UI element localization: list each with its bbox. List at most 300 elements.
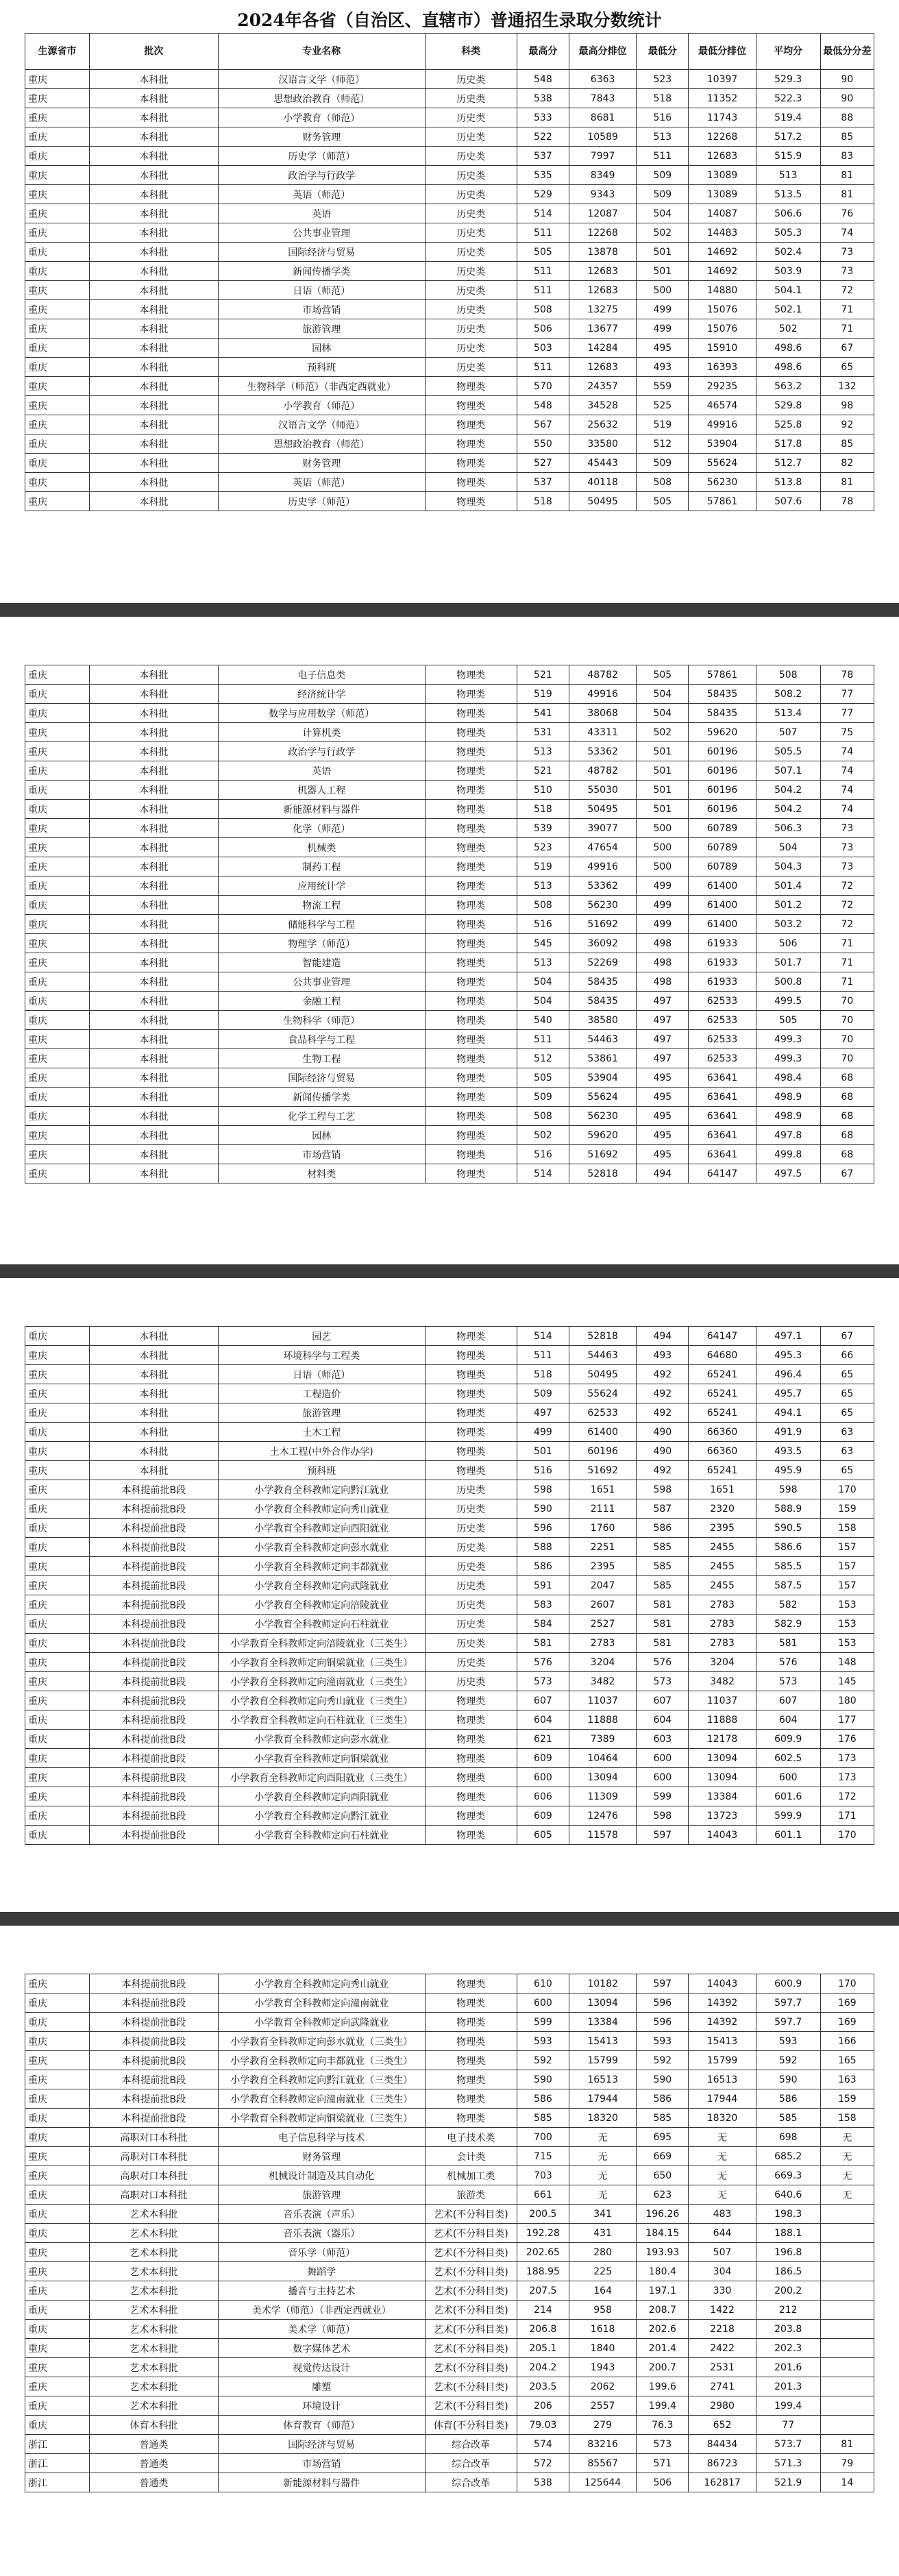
max-score-cell: 609	[517, 1806, 569, 1826]
major-cell: 国际经济与贸易	[218, 1068, 425, 1088]
min-score-cell: 180.4	[637, 2262, 689, 2281]
table-row	[25, 896, 874, 915]
min-score-cell: 498	[637, 953, 689, 972]
category-cell: 物理类	[425, 2089, 517, 2109]
table-row	[25, 992, 874, 1011]
province-cell: 重庆	[25, 2089, 90, 2109]
avg-score-cell: 508	[756, 665, 820, 685]
min-score-cell: 502	[637, 223, 689, 243]
max-score-cell: 521	[517, 665, 569, 685]
province-cell: 重庆	[25, 685, 90, 704]
min-score-cell: 492	[637, 1461, 689, 1480]
column-header: 批次	[89, 34, 218, 70]
province-cell: 重庆	[25, 1557, 90, 1576]
max-score-cell: 548	[517, 70, 569, 89]
avg-score-cell: 496.4	[756, 1365, 820, 1384]
max-rank-cell: 2062	[569, 2377, 636, 2396]
max-score-cell: 511	[517, 358, 569, 377]
category-cell: 物理类	[425, 1011, 517, 1030]
max-score-cell: 572	[517, 2454, 569, 2473]
min-score-cell: 193.93	[637, 2243, 689, 2262]
min-score-cell: 573	[637, 1672, 689, 1691]
min-score-cell: 494	[637, 1327, 689, 1346]
max-score-cell: 506	[517, 319, 569, 339]
major-cell: 英语	[218, 761, 425, 781]
score-gap-cell: 无	[820, 2166, 874, 2185]
min-score-cell: 499	[637, 915, 689, 934]
province-cell: 重庆	[25, 70, 90, 89]
score-gap-cell: 81	[820, 2435, 874, 2454]
province-cell: 重庆	[25, 166, 90, 185]
min-rank-cell: 56230	[689, 473, 756, 492]
category-cell: 物理类	[425, 2032, 517, 2051]
province-cell: 重庆	[25, 2109, 90, 2128]
max-rank-cell: 36092	[569, 934, 636, 953]
province-cell: 重庆	[25, 262, 90, 281]
major-cell: 历史学（师范）	[218, 492, 425, 511]
category-cell: 历史类	[425, 1615, 517, 1634]
max-score-cell: 205.1	[517, 2339, 569, 2358]
avg-score-cell: 600.9	[756, 1974, 820, 1994]
min-score-cell: 200.7	[637, 2358, 689, 2377]
avg-score-cell: 607	[756, 1691, 820, 1710]
province-cell: 重庆	[25, 1691, 90, 1710]
category-cell: 体育(不分科目类)	[425, 2416, 517, 2435]
min-score-cell: 199.6	[637, 2377, 689, 2396]
min-score-cell: 495	[637, 1107, 689, 1126]
min-rank-cell: 61400	[689, 896, 756, 915]
column-header: 平均分	[756, 34, 820, 70]
min-rank-cell: 无	[689, 2185, 756, 2205]
province-cell: 重庆	[25, 723, 90, 742]
score-gap-cell: 72	[820, 281, 874, 300]
major-cell: 计算机类	[218, 723, 425, 742]
avg-score-cell: 513	[756, 166, 820, 185]
score-gap-cell: 157	[820, 1557, 874, 1576]
major-cell: 化学（师范）	[218, 819, 425, 838]
min-rank-cell: 1651	[689, 1480, 756, 1499]
table-row	[25, 2320, 874, 2339]
score-gap-cell: 71	[820, 300, 874, 319]
table-row	[25, 185, 874, 204]
score-gap-cell: 74	[820, 223, 874, 243]
table-row	[25, 127, 874, 147]
avg-score-cell: 529.8	[756, 396, 820, 415]
province-cell: 重庆	[25, 319, 90, 339]
max-rank-cell: 958	[569, 2301, 636, 2320]
max-score-cell: 600	[517, 1768, 569, 1787]
province-cell: 重庆	[25, 1365, 90, 1384]
min-rank-cell: 53904	[689, 434, 756, 454]
table-row	[25, 1595, 874, 1615]
min-score-cell: 196.26	[637, 2205, 689, 2224]
table-row	[25, 1346, 874, 1365]
score-gap-cell: 81	[820, 185, 874, 204]
min-score-cell: 585	[637, 2109, 689, 2128]
max-rank-cell: 15413	[569, 2032, 636, 2051]
table-row	[25, 1730, 874, 1749]
major-cell: 汉语言文学（师范）	[218, 415, 425, 434]
table-row	[25, 1768, 874, 1787]
max-score-cell: 703	[517, 2166, 569, 2185]
province-cell: 重庆	[25, 1730, 90, 1749]
min-score-cell: 607	[637, 1691, 689, 1710]
score-gap-cell: 85	[820, 434, 874, 454]
max-rank-cell: 6363	[569, 70, 636, 89]
batch-cell: 本科批	[89, 1088, 218, 1107]
min-rank-cell: 3204	[689, 1653, 756, 1672]
min-score-cell: 499	[637, 896, 689, 915]
category-cell: 综合改革	[425, 2435, 517, 2454]
min-score-cell: 499	[637, 319, 689, 339]
score-gap-cell: 153	[820, 1634, 874, 1653]
category-cell: 物理类	[425, 761, 517, 781]
table-row	[25, 2013, 874, 2032]
min-rank-cell: 2320	[689, 1499, 756, 1519]
max-score-cell: 509	[517, 1088, 569, 1107]
min-score-cell: 498	[637, 934, 689, 953]
min-rank-cell: 62533	[689, 992, 756, 1011]
province-cell: 重庆	[25, 185, 90, 204]
max-score-cell: 548	[517, 396, 569, 415]
major-cell: 英语（师范）	[218, 473, 425, 492]
min-score-cell: 501	[637, 761, 689, 781]
min-score-cell: 586	[637, 1519, 689, 1538]
avg-score-cell: 198.3	[756, 2205, 820, 2224]
table-row	[25, 1653, 874, 1672]
province-cell: 重庆	[25, 2051, 90, 2070]
score-gap-cell: 176	[820, 1730, 874, 1749]
major-cell: 音乐表演（声乐）	[218, 2205, 425, 2224]
max-rank-cell: 8349	[569, 166, 636, 185]
score-gap-cell: 77	[820, 685, 874, 704]
major-cell: 小学教育全科教师定向酉阳就业	[218, 1787, 425, 1806]
table-row	[25, 1365, 874, 1384]
max-rank-cell: 无	[569, 2166, 636, 2185]
min-rank-cell: 65241	[689, 1365, 756, 1384]
avg-score-cell: 188.1	[756, 2224, 820, 2243]
category-cell: 物理类	[425, 434, 517, 454]
major-cell: 土木工程(中外合作办学)	[218, 1442, 425, 1461]
category-cell: 电子技术类	[425, 2128, 517, 2147]
batch-cell: 艺术本科批	[89, 2396, 218, 2416]
table-row	[25, 1519, 874, 1538]
max-score-cell: 505	[517, 1068, 569, 1088]
province-cell: 重庆	[25, 2396, 90, 2416]
max-rank-cell: 164	[569, 2281, 636, 2301]
category-cell: 综合改革	[425, 2473, 517, 2492]
max-rank-cell: 61400	[569, 1423, 636, 1442]
avg-score-cell: 495.9	[756, 1461, 820, 1480]
max-score-cell: 567	[517, 415, 569, 434]
category-cell: 物理类	[425, 1710, 517, 1730]
min-score-cell: 585	[637, 1557, 689, 1576]
max-score-cell: 214	[517, 2301, 569, 2320]
avg-score-cell: 604	[756, 1710, 820, 1730]
major-cell: 小学教育（师范）	[218, 108, 425, 127]
avg-score-cell: 587.5	[756, 1576, 820, 1595]
max-rank-cell: 7389	[569, 1730, 636, 1749]
table-row	[25, 2089, 874, 2109]
major-cell: 市场营销	[218, 1145, 425, 1164]
batch-cell: 本科批	[89, 915, 218, 934]
batch-cell: 本科提前批B段	[89, 1768, 218, 1787]
max-score-cell: 605	[517, 1826, 569, 1845]
batch-cell: 艺术本科批	[89, 2358, 218, 2377]
min-rank-cell: 60789	[689, 819, 756, 838]
province-cell: 重庆	[25, 2166, 90, 2185]
batch-cell: 本科提前批B段	[89, 1499, 218, 1519]
score-gap-cell: 73	[820, 243, 874, 262]
avg-score-cell: 503.2	[756, 915, 820, 934]
min-rank-cell: 304	[689, 2262, 756, 2281]
category-cell: 物理类	[425, 2070, 517, 2089]
batch-cell: 本科批	[89, 1327, 218, 1346]
max-score-cell: 508	[517, 1107, 569, 1126]
score-gap-cell: 81	[820, 473, 874, 492]
batch-cell: 本科提前批B段	[89, 1538, 218, 1557]
score-gap-cell	[820, 2377, 874, 2396]
batch-cell: 本科提前批B段	[89, 2109, 218, 2128]
min-score-cell: 501	[637, 781, 689, 800]
max-rank-cell: 7843	[569, 89, 636, 108]
major-cell: 英语	[218, 204, 425, 223]
max-rank-cell: 125644	[569, 2473, 636, 2492]
province-cell: 重庆	[25, 665, 90, 685]
max-score-cell: 203.5	[517, 2377, 569, 2396]
min-rank-cell: 2783	[689, 1595, 756, 1615]
max-score-cell: 509	[517, 1384, 569, 1403]
score-gap-cell: 67	[820, 1327, 874, 1346]
min-rank-cell: 14692	[689, 243, 756, 262]
score-gap-cell	[820, 2243, 874, 2262]
major-cell: 政治学与行政学	[218, 166, 425, 185]
avg-score-cell: 563.2	[756, 377, 820, 396]
batch-cell: 本科批	[89, 742, 218, 761]
major-cell: 公共事业管理	[218, 223, 425, 243]
avg-score-cell: 199.4	[756, 2396, 820, 2416]
batch-cell: 本科批	[89, 665, 218, 685]
max-rank-cell: 18320	[569, 2109, 636, 2128]
avg-score-cell: 505.5	[756, 742, 820, 761]
page-sheet-2	[25, 665, 874, 1183]
score-gap-cell: 132	[820, 377, 874, 396]
table-row	[25, 166, 874, 185]
major-cell: 数字媒体艺术	[218, 2339, 425, 2358]
table-row	[25, 1634, 874, 1653]
batch-cell: 本科提前批B段	[89, 1519, 218, 1538]
major-cell: 小学教育全科教师定向酉阳就业（三类生）	[218, 1768, 425, 1787]
category-cell: 历史类	[425, 1557, 517, 1576]
score-gap-cell	[820, 2301, 874, 2320]
table-row	[25, 89, 874, 108]
category-cell: 物理类	[425, 1164, 517, 1183]
batch-cell: 本科批	[89, 281, 218, 300]
min-rank-cell: 58435	[689, 704, 756, 723]
batch-cell: 本科批	[89, 358, 218, 377]
major-cell: 小学教育全科教师定向秀山就业	[218, 1974, 425, 1994]
batch-cell: 本科提前批B段	[89, 2032, 218, 2051]
score-gap-cell: 170	[820, 1826, 874, 1845]
max-score-cell: 596	[517, 1519, 569, 1538]
min-score-cell: 525	[637, 396, 689, 415]
batch-cell: 本科批	[89, 1030, 218, 1049]
avg-score-cell: 504.3	[756, 857, 820, 876]
min-score-cell: 199.4	[637, 2396, 689, 2416]
batch-cell: 高职对口本科批	[89, 2166, 218, 2185]
major-cell: 视觉传达设计	[218, 2358, 425, 2377]
max-score-cell: 514	[517, 204, 569, 223]
table-row	[25, 377, 874, 396]
avg-score-cell: 497.1	[756, 1327, 820, 1346]
max-rank-cell: 51692	[569, 915, 636, 934]
batch-cell: 本科批	[89, 972, 218, 992]
min-score-cell: 623	[637, 2185, 689, 2205]
max-score-cell: 533	[517, 108, 569, 127]
table-row	[25, 1164, 874, 1183]
province-cell: 浙江	[25, 2473, 90, 2492]
province-cell: 重庆	[25, 1030, 90, 1049]
max-score-cell: 499	[517, 1423, 569, 1442]
score-gap-cell: 14	[820, 2473, 874, 2492]
avg-score-cell: 585	[756, 2109, 820, 2128]
major-cell: 新闻传播学类	[218, 1088, 425, 1107]
max-rank-cell: 3204	[569, 1653, 636, 1672]
column-header: 最低分排位	[689, 34, 756, 70]
max-score-cell: 511	[517, 1346, 569, 1365]
max-score-cell: 519	[517, 857, 569, 876]
category-cell: 艺术(不分科目类)	[425, 2262, 517, 2281]
max-rank-cell: 52818	[569, 1164, 636, 1183]
category-cell: 会计类	[425, 2147, 517, 2166]
score-gap-cell: 63	[820, 1442, 874, 1461]
category-cell: 物理类	[425, 1030, 517, 1049]
major-cell: 体育教育（师范）	[218, 2416, 425, 2435]
major-cell: 国际经济与贸易	[218, 243, 425, 262]
max-score-cell: 584	[517, 1615, 569, 1634]
major-cell: 土木工程	[218, 1423, 425, 1442]
avg-score-cell: 573	[756, 1672, 820, 1691]
category-cell: 历史类	[425, 89, 517, 108]
major-cell: 小学教育全科教师定向武隆就业	[218, 2013, 425, 2032]
min-rank-cell: 57861	[689, 665, 756, 685]
category-cell: 历史类	[425, 185, 517, 204]
major-cell: 小学教育全科教师定向石柱就业	[218, 1826, 425, 1845]
batch-cell: 本科提前批B段	[89, 1994, 218, 2013]
avg-score-cell: 513.5	[756, 185, 820, 204]
min-score-cell: 596	[637, 2013, 689, 2032]
min-score-cell: 597	[637, 1974, 689, 1994]
page-sheet-4	[25, 1974, 874, 2492]
max-rank-cell: 47654	[569, 838, 636, 857]
max-rank-cell: 48782	[569, 761, 636, 781]
max-rank-cell: 无	[569, 2185, 636, 2205]
min-score-cell: 650	[637, 2166, 689, 2185]
province-cell: 重庆	[25, 2377, 90, 2396]
batch-cell: 本科批	[89, 185, 218, 204]
min-score-cell: 585	[637, 1576, 689, 1595]
table-row	[25, 147, 874, 166]
category-cell: 物理类	[425, 1768, 517, 1787]
max-score-cell: 590	[517, 1499, 569, 1519]
max-rank-cell: 3482	[569, 1672, 636, 1691]
max-rank-cell: 85567	[569, 2454, 636, 2473]
max-score-cell: 511	[517, 281, 569, 300]
max-score-cell: 522	[517, 127, 569, 147]
min-score-cell: 208.7	[637, 2301, 689, 2320]
province-cell: 重庆	[25, 1519, 90, 1538]
max-rank-cell: 24357	[569, 377, 636, 396]
min-score-cell: 500	[637, 857, 689, 876]
min-rank-cell: 12683	[689, 147, 756, 166]
score-gap-cell: 73	[820, 838, 874, 857]
min-score-cell: 586	[637, 2089, 689, 2109]
category-cell: 物理类	[425, 934, 517, 953]
table-row	[25, 2281, 874, 2301]
score-gap-cell: 78	[820, 492, 874, 511]
max-score-cell: 621	[517, 1730, 569, 1749]
table-row	[25, 665, 874, 685]
province-cell: 重庆	[25, 2032, 90, 2051]
min-score-cell: 581	[637, 1595, 689, 1615]
category-cell: 艺术(不分科目类)	[425, 2205, 517, 2224]
max-rank-cell: 60196	[569, 1442, 636, 1461]
table-row	[25, 70, 874, 89]
max-rank-cell: 51692	[569, 1461, 636, 1480]
max-score-cell: 207.5	[517, 2281, 569, 2301]
max-rank-cell: 45443	[569, 454, 636, 473]
min-score-cell: 511	[637, 147, 689, 166]
batch-cell: 本科批	[89, 396, 218, 415]
min-rank-cell: 62533	[689, 1011, 756, 1030]
avg-score-cell: 505	[756, 1011, 820, 1030]
score-gap-cell: 70	[820, 1030, 874, 1049]
major-cell: 旅游管理	[218, 319, 425, 339]
min-score-cell: 497	[637, 1049, 689, 1068]
batch-cell: 本科批	[89, 108, 218, 127]
max-score-cell: 604	[517, 1710, 569, 1730]
min-score-cell: 490	[637, 1423, 689, 1442]
category-cell: 物理类	[425, 1384, 517, 1403]
category-cell: 物理类	[425, 742, 517, 761]
max-score-cell: 545	[517, 934, 569, 953]
table-row	[25, 972, 874, 992]
score-gap-cell: 72	[820, 896, 874, 915]
category-cell: 物理类	[425, 838, 517, 857]
page-sheet-3	[25, 1326, 874, 1845]
category-cell: 物理类	[425, 377, 517, 396]
score-gap-cell: 158	[820, 1519, 874, 1538]
province-cell: 浙江	[25, 2454, 90, 2473]
major-cell: 政治学与行政学	[218, 742, 425, 761]
category-cell: 历史类	[425, 166, 517, 185]
table-row	[25, 1499, 874, 1519]
province-cell: 重庆	[25, 434, 90, 454]
batch-cell: 本科批	[89, 838, 218, 857]
category-cell: 艺术(不分科目类)	[425, 2301, 517, 2320]
score-gap-cell	[820, 2205, 874, 2224]
min-rank-cell: 15799	[689, 2051, 756, 2070]
table-row	[25, 685, 874, 704]
major-cell: 环境设计	[218, 2396, 425, 2416]
min-rank-cell: 14880	[689, 281, 756, 300]
max-rank-cell: 50495	[569, 800, 636, 819]
major-cell: 美术学（师范）	[218, 2320, 425, 2339]
max-rank-cell: 1651	[569, 1480, 636, 1499]
min-rank-cell: 61933	[689, 953, 756, 972]
avg-score-cell: 491.9	[756, 1423, 820, 1442]
max-rank-cell: 49916	[569, 685, 636, 704]
